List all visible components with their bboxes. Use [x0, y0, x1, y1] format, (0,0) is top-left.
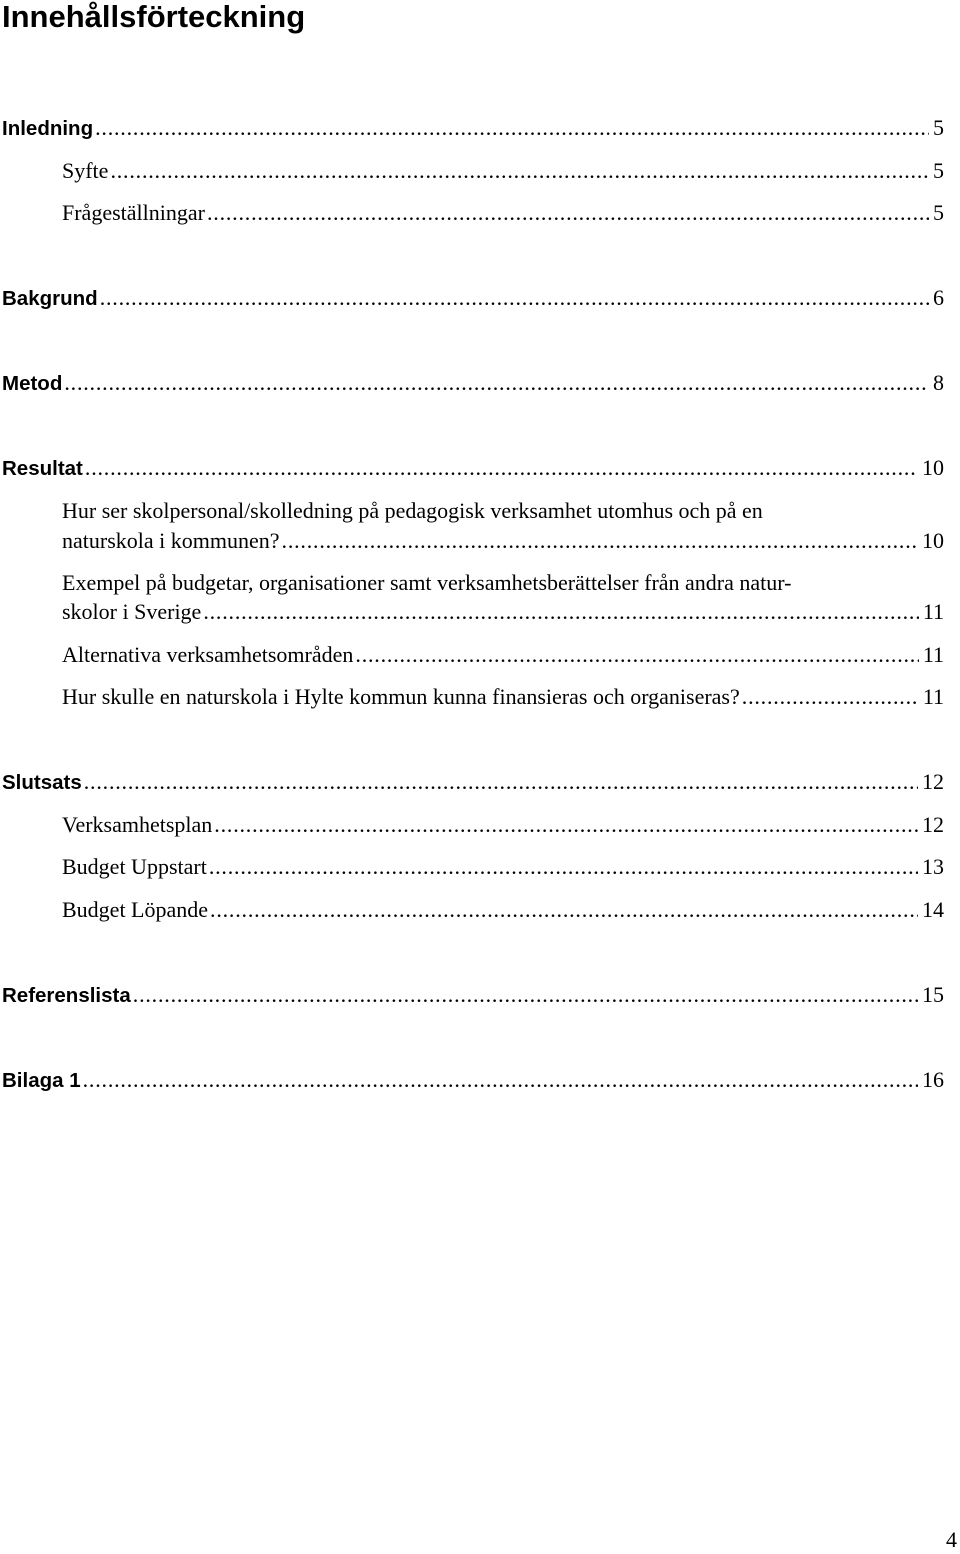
- toc-leader-dots: [282, 527, 918, 555]
- toc-entry-slutsats[interactable]: [2, 768, 944, 797]
- toc-entry-hur-ser[interactable]: [62, 527, 944, 555]
- toc-leader-dots: [210, 896, 918, 924]
- toc-leader-dots: [110, 157, 929, 185]
- toc-page-number: 8: [933, 370, 944, 395]
- toc-page-number: 16: [922, 1067, 944, 1092]
- toc-page-number: 11: [922, 599, 944, 624]
- toc-entry-label: Hur skulle en naturskola i Hylte kommun kunna finansieras och organiseras?: [62, 684, 740, 709]
- toc-entry-label: Inledning: [2, 117, 94, 140]
- toc-leader-dots: [95, 114, 929, 142]
- toc-leader-dots: [355, 641, 918, 669]
- toc-leader-dots: [203, 598, 918, 626]
- toc-entry-fragestallningar[interactable]: [62, 199, 944, 227]
- toc-page-number: 13: [922, 854, 944, 879]
- toc-page-number: 11: [922, 642, 944, 667]
- toc-entry-label: Resultat: [2, 457, 83, 480]
- toc-entry-syfte[interactable]: [62, 157, 944, 185]
- toc-entry-label: Referenslista: [2, 984, 131, 1007]
- toc-entry-label: Alternativa verksamhetsområden: [62, 642, 354, 667]
- toc-entry-label: Frågeställningar: [62, 200, 205, 225]
- toc-page-number: 5: [933, 158, 944, 183]
- toc-entry-label: Slutsats: [2, 771, 82, 794]
- toc-leader-dots: [209, 853, 918, 881]
- toc-page-number: 15: [922, 982, 944, 1007]
- toc-entry-label: Budget Uppstart: [62, 854, 207, 879]
- toc-leader-dots: [100, 284, 929, 312]
- toc-entry-verksamhetsplan[interactable]: [62, 811, 944, 839]
- toc-leader-dots: [85, 454, 918, 482]
- toc-leader-dots: [214, 811, 918, 839]
- page-number: 4: [946, 1527, 957, 1552]
- toc-leader-dots: [133, 981, 918, 1009]
- toc-entry-bilaga[interactable]: [2, 1066, 944, 1095]
- toc-page-number: 12: [922, 769, 944, 794]
- toc-page-number: 14: [922, 897, 944, 922]
- toc-entry-metod[interactable]: [2, 369, 944, 398]
- toc-entry-alternativa[interactable]: [62, 641, 944, 669]
- toc-entry-budget-lopande[interactable]: [62, 896, 944, 924]
- toc-entry-label: Budget Löpande: [62, 897, 209, 922]
- toc-leader-dots: [207, 199, 929, 227]
- toc-entry-resultat[interactable]: [2, 454, 944, 483]
- toc-page-number: 5: [933, 200, 944, 225]
- toc-entry-exempel-line1[interactable]: Exempel på budgetar, organisationer samt verksamhetsberättelser från andra natur-: [62, 570, 792, 595]
- toc-entry-label: Bilaga 1: [2, 1069, 81, 1092]
- toc-page-number: 10: [922, 528, 944, 553]
- toc-page-number: 11: [922, 684, 944, 709]
- toc-entry-referenslista[interactable]: [2, 981, 944, 1010]
- page-title: Innehållsförteckning: [2, 0, 306, 34]
- toc-entry-bakgrund[interactable]: [2, 284, 944, 313]
- toc-entry-label: Bakgrund: [2, 287, 98, 310]
- toc-page-number: 10: [922, 455, 944, 480]
- toc-page-number: 12: [922, 812, 944, 837]
- toc-leader-dots: [83, 1066, 918, 1094]
- toc-entry-hur-ser-line1[interactable]: Hur ser skolpersonal/skolledning på pedagogisk verksamhet utomhus och på en: [62, 498, 763, 523]
- toc-leader-dots: [84, 768, 918, 796]
- toc-page-number: 5: [933, 115, 944, 140]
- toc-entry-label: Metod: [2, 372, 63, 395]
- toc-leader-dots: [742, 683, 919, 711]
- toc-entry-label: skolor i Sverige: [62, 599, 202, 624]
- toc-entry-label: Syfte: [62, 158, 109, 183]
- toc-entry-inledning[interactable]: [2, 114, 944, 143]
- toc-entry-hur-skulle[interactable]: [62, 683, 944, 711]
- toc-page-number: 6: [933, 285, 944, 310]
- toc-entry-label: naturskola i kommunen?: [62, 528, 280, 553]
- toc-entry-label: Verksamhetsplan: [62, 812, 213, 837]
- toc-entry-budget-uppstart[interactable]: [62, 853, 944, 881]
- toc-leader-dots: [64, 369, 929, 397]
- toc-entry-exempel[interactable]: [62, 598, 944, 626]
